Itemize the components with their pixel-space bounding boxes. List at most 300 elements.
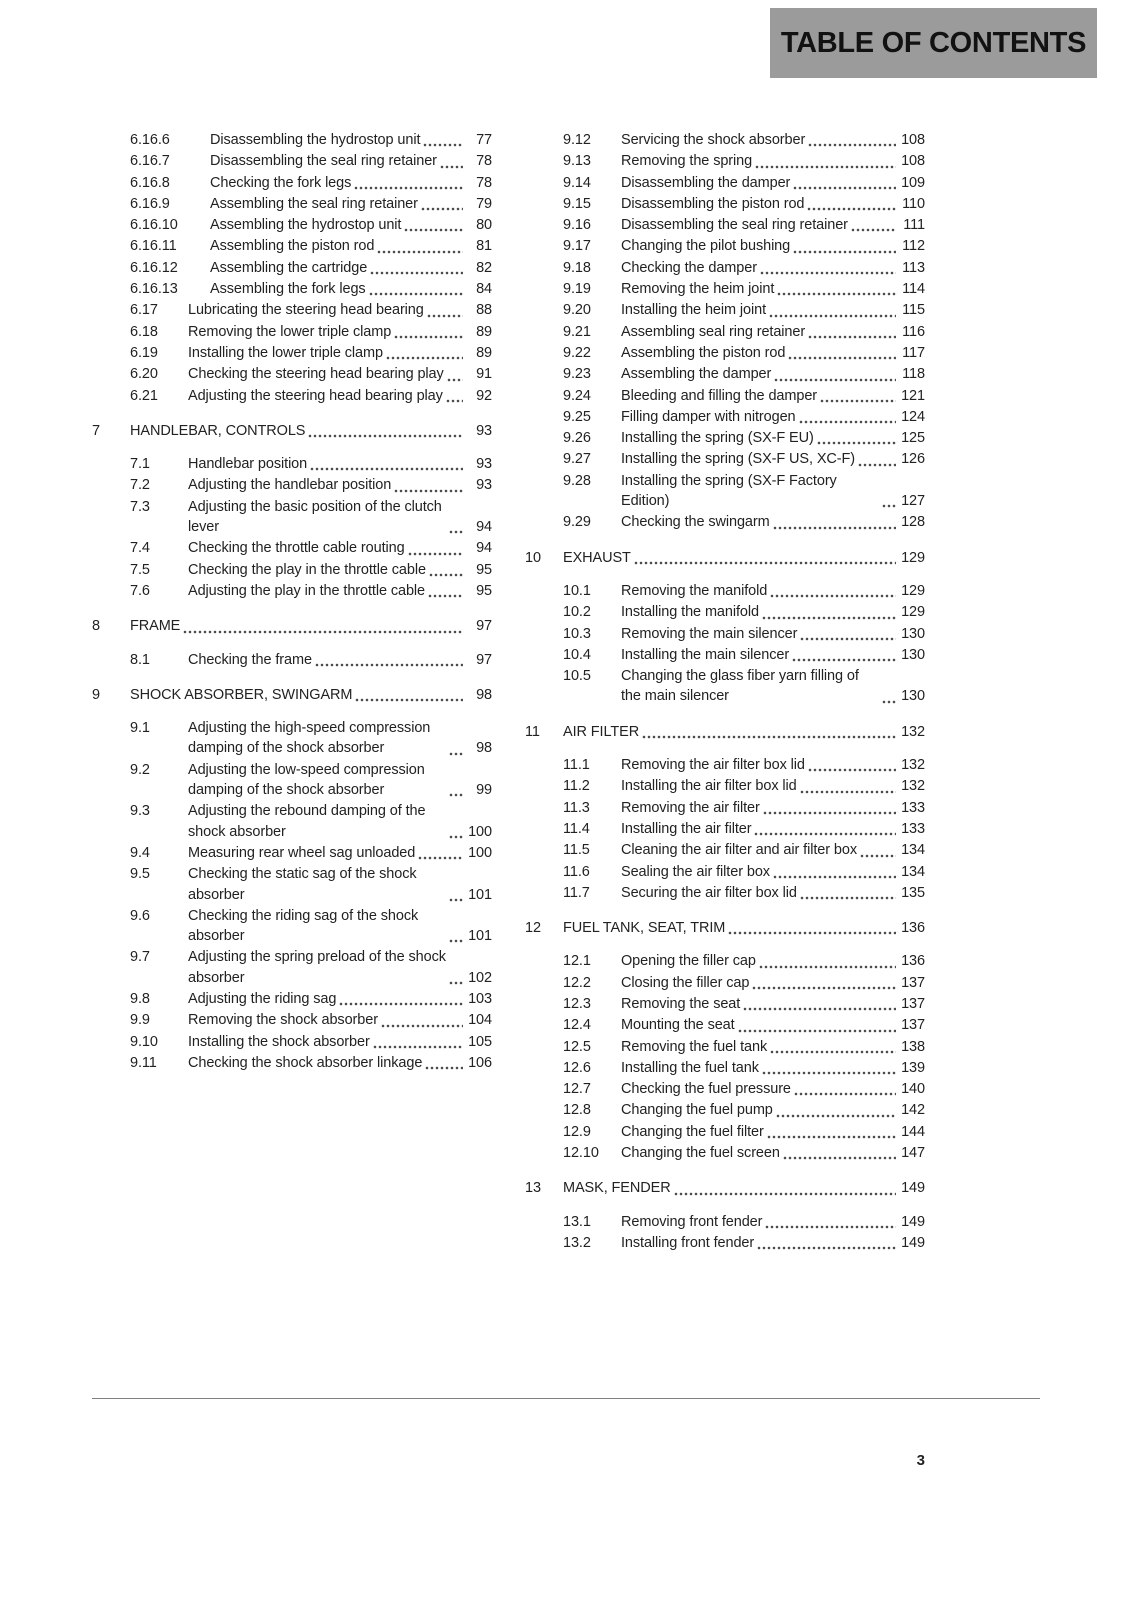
toc-entry-number: 9.4 [130, 844, 150, 861]
toc-row [525, 776, 925, 796]
toc-row [525, 258, 925, 278]
toc-entry-title: Adjusting the spring preload of the shock absorber [188, 949, 446, 986]
toc-entry-page: 132 [901, 723, 925, 740]
toc-row [525, 1233, 925, 1253]
toc-entry-page: 136 [901, 953, 925, 970]
toc-entry-title: SHOCK ABSORBER, SWINGARM [130, 686, 353, 703]
toc-entry-number: 9.13 [563, 153, 591, 170]
toc-row [92, 279, 492, 299]
dot-leader [377, 250, 463, 254]
toc-entry-title: Installing the lower triple clamp [188, 344, 383, 361]
dot-leader [449, 898, 463, 902]
dot-leader [743, 1007, 896, 1011]
toc-entry-number: 9.8 [130, 990, 150, 1007]
toc-entry-number: 9.27 [563, 451, 591, 468]
toc-row [525, 951, 925, 971]
toc-row [525, 194, 925, 214]
dot-leader [770, 1050, 896, 1054]
toc-row [92, 906, 492, 947]
toc-row [92, 343, 492, 363]
toc-entry-number: 9.28 [563, 472, 591, 489]
dot-leader [765, 1225, 896, 1229]
toc-entry-page: 137 [901, 1017, 925, 1034]
toc-entry-number: 8.1 [130, 651, 150, 668]
toc-entry-number: 6.18 [130, 323, 158, 340]
toc-row [525, 386, 925, 406]
toc-row [525, 300, 925, 320]
toc-row [92, 801, 492, 842]
dot-leader [369, 292, 463, 296]
toc-entry-page: 99 [476, 782, 492, 799]
toc-entry-title: Installing the spring (SX-F EU) [621, 430, 814, 447]
toc-entry-page: 112 [902, 238, 925, 255]
toc-entry-title: Changing the pilot bushing [621, 238, 791, 255]
dot-leader [373, 1045, 463, 1049]
toc-entry-page: 110 [902, 195, 925, 212]
toc-entry-title: Cleaning the air filter and air filter box [621, 842, 857, 859]
toc-entry-number: 12.9 [563, 1123, 591, 1140]
toc-entry-title: Adjusting the rebound damping of the shock absorber [188, 803, 426, 840]
toc-entry-page: 118 [902, 366, 925, 383]
dot-leader [642, 735, 896, 739]
toc-entry-number: 9.26 [563, 430, 591, 447]
dot-leader [763, 811, 896, 815]
toc-entry-number: 6.16.7 [130, 153, 170, 170]
toc-entry-number: 11.5 [563, 842, 590, 859]
dot-leader [429, 573, 463, 577]
toc-entry-title: Checking the fuel pressure [621, 1081, 791, 1098]
toc-entry-page: 134 [901, 863, 925, 880]
toc-row [525, 236, 925, 256]
toc-entry-number: 10.5 [563, 668, 591, 685]
toc-entry-page: 111 [903, 217, 925, 234]
toc-row [525, 1143, 925, 1163]
toc-entry-number: 8 [92, 618, 100, 635]
toc-entry-number: 12.5 [563, 1038, 591, 1055]
toc-row [525, 840, 925, 860]
toc-entry-number: 12.4 [563, 1017, 591, 1034]
toc-row [92, 215, 492, 235]
toc-entry-page: 98 [476, 740, 492, 757]
dot-leader [858, 463, 896, 467]
toc-entry-title: Assembling the cartridge [210, 259, 368, 276]
toc-entry-page: 144 [901, 1123, 925, 1140]
toc-entry-title: Checking the frame [188, 651, 312, 668]
dot-leader [808, 768, 896, 772]
toc-row [92, 616, 492, 636]
toc-row [92, 497, 492, 538]
toc-entry-title: Checking the steering head bearing play [188, 366, 444, 383]
dot-leader [770, 594, 896, 598]
toc-entry-number: 9.29 [563, 514, 591, 531]
toc-entry-page: 95 [476, 561, 492, 578]
toc-row [92, 421, 492, 441]
toc-entry-number: 12.6 [563, 1059, 591, 1076]
toc-entry-page: 130 [901, 646, 925, 663]
toc-row [525, 279, 925, 299]
toc-entry-title: Assembling the seal ring retainer [210, 195, 418, 212]
toc-entry-page: 80 [476, 217, 492, 234]
toc-entry-page: 79 [476, 195, 492, 212]
dot-leader [449, 939, 463, 943]
dot-leader [449, 981, 463, 985]
toc-column-right [525, 130, 925, 1254]
toc-entry-page: 89 [476, 344, 492, 361]
dot-leader [774, 378, 896, 382]
dot-leader [817, 441, 896, 445]
toc-row [525, 471, 925, 512]
toc-entry-page: 81 [476, 238, 492, 255]
toc-entry-number: 11.1 [563, 757, 590, 774]
dot-leader [757, 1246, 896, 1250]
toc-row [525, 819, 925, 839]
toc-row [525, 722, 925, 742]
toc-entry-number: 9.14 [563, 174, 591, 191]
toc-entry-title: Adjusting the high-speed compression damping of the shock absorber [188, 720, 431, 757]
toc-entry-number: 6.16.6 [130, 132, 170, 148]
toc-row [92, 560, 492, 580]
toc-entry-page: 93 [476, 422, 492, 439]
toc-entry-number: 9.1 [130, 720, 150, 737]
toc-row [92, 843, 492, 863]
toc-row [525, 581, 925, 601]
toc-row [92, 947, 492, 988]
toc-entry-page: 97 [476, 651, 492, 668]
toc-entry-title: Disassembling the seal ring retainer [210, 153, 437, 170]
toc-row [525, 173, 925, 193]
toc-entry-page: 109 [901, 174, 925, 191]
dot-leader [315, 663, 463, 667]
dot-leader [776, 1114, 896, 1118]
toc-row [92, 718, 492, 759]
toc-row [92, 538, 492, 558]
toc-entry-page: 140 [901, 1081, 925, 1098]
toc-entry-number: 12.8 [563, 1102, 591, 1119]
toc-entry-title: Servicing the shock absorber [621, 132, 806, 148]
dot-leader [381, 1024, 463, 1028]
toc-row [92, 386, 492, 406]
toc-entry-number: 7.2 [130, 477, 150, 494]
toc-entry-number: 13.1 [563, 1213, 591, 1230]
toc-row [525, 151, 925, 171]
toc-row [92, 300, 492, 320]
toc-row [525, 1037, 925, 1057]
dot-leader [308, 434, 463, 438]
toc-row [92, 989, 492, 1009]
toc-row [92, 1053, 492, 1073]
dot-leader [449, 835, 463, 839]
toc-entry-title: Installing the heim joint [621, 302, 766, 319]
dot-leader [851, 228, 896, 232]
toc-entry-page: 127 [901, 493, 925, 510]
dot-leader [793, 250, 896, 254]
toc-entry-title: Checking the fork legs [210, 174, 352, 191]
toc-entry-page: 138 [901, 1038, 925, 1055]
toc-entry-page: 121 [901, 387, 925, 404]
toc-entry-title: Installing the air filter [621, 820, 752, 837]
dot-leader [882, 504, 896, 508]
toc-entry-title: Installing the spring (SX-F Factory Edition) [621, 472, 837, 510]
toc-row [525, 130, 925, 150]
toc-row [525, 1058, 925, 1078]
toc-entry-page: 94 [476, 540, 492, 557]
dot-leader [447, 378, 463, 382]
toc-entry-page: 149 [901, 1180, 925, 1197]
toc-entry-number: 11.6 [563, 863, 590, 880]
toc-entry-number: 9.12 [563, 132, 591, 148]
toc-entry-page: 93 [476, 477, 492, 494]
toc-entry-title: FRAME [130, 618, 181, 635]
toc-entry-title: Removing the spring [621, 153, 753, 170]
toc-entry-number: 7.4 [130, 540, 150, 557]
toc-entry-page: 137 [901, 995, 925, 1012]
toc-row [92, 258, 492, 278]
toc-row [525, 1212, 925, 1232]
toc-row [525, 512, 925, 532]
toc-entry-number: 10.4 [563, 646, 591, 663]
toc-entry-page: 98 [476, 686, 492, 703]
toc-entry-title: Adjusting the riding sag [188, 990, 337, 1007]
dot-leader [760, 271, 896, 275]
dot-leader [860, 854, 896, 858]
toc-row [525, 624, 925, 644]
dot-leader [386, 356, 463, 360]
toc-row [525, 862, 925, 882]
footer-divider [92, 1398, 1040, 1399]
dot-leader [767, 1135, 896, 1139]
toc-entry-number: 9.17 [563, 238, 591, 255]
toc-entry-page: 139 [901, 1059, 925, 1076]
toc-entry-title: Adjusting the basic position of the clutch lever [188, 498, 442, 536]
toc-entry-number: 9.20 [563, 302, 591, 319]
dot-leader [427, 314, 463, 318]
dot-leader [752, 986, 896, 990]
toc-entry-page: 106 [468, 1054, 492, 1071]
toc-entry-page: 130 [901, 625, 925, 642]
dot-leader [449, 793, 463, 797]
dot-leader [793, 186, 896, 190]
toc-entry-title: Adjusting the steering head bearing play [188, 387, 443, 404]
toc-entry-number: 11.3 [563, 799, 590, 816]
toc-entry-number: 6.16.8 [130, 174, 170, 191]
toc-entry-page: 115 [902, 302, 925, 319]
toc-entry-title: EXHAUST [563, 549, 631, 566]
toc-entry-number: 10.1 [563, 582, 591, 599]
toc-row [525, 1100, 925, 1120]
toc-entry-title: Installing the air filter box lid [621, 778, 797, 795]
toc-entry-number: 12.10 [563, 1145, 599, 1162]
toc-entry-number: 9.5 [130, 866, 150, 883]
dot-leader [788, 356, 896, 360]
toc-row [525, 918, 925, 938]
dot-leader [183, 630, 463, 634]
toc-entry-title: Closing the filler cap [621, 974, 750, 991]
toc-entry-number: 6.16.13 [130, 281, 178, 298]
toc-entry-page: 101 [468, 886, 492, 903]
toc-row [92, 236, 492, 256]
toc-entry-page: 124 [901, 408, 925, 425]
toc-row [525, 407, 925, 427]
page-header [770, 8, 1097, 78]
toc-entry-page: 136 [901, 920, 925, 937]
toc-entry-page: 84 [476, 281, 492, 298]
toc-entry-title: Installing the manifold [621, 604, 759, 621]
toc-entry-title: Checking the shock absorber linkage [188, 1054, 423, 1071]
page-number: 3 [916, 1452, 925, 1469]
toc-entry-title: Checking the swingarm [621, 514, 770, 531]
toc-entry-page: 116 [902, 323, 925, 340]
toc-entry-title: Removing the air filter box lid [621, 757, 805, 774]
toc-entry-title: Filling damper with nitrogen [621, 408, 796, 425]
toc-entry-page: 82 [476, 259, 492, 276]
toc-entry-page: 125 [901, 430, 925, 447]
toc-entry-title: Lubricating the steering head bearing [188, 302, 424, 319]
toc-entry-page: 93 [476, 456, 492, 473]
toc-entry-page: 103 [468, 990, 492, 1007]
toc-entry-number: 9.23 [563, 366, 591, 383]
toc-entry-page: 100 [468, 823, 492, 840]
dot-leader [755, 165, 896, 169]
toc-row [92, 864, 492, 905]
toc-entry-number: 13 [525, 1180, 541, 1197]
dot-leader [446, 399, 463, 403]
dot-leader [421, 207, 463, 211]
toc-entry-number: 9.19 [563, 281, 591, 298]
toc-entry-page: 117 [902, 344, 925, 361]
toc-entry-page: 149 [901, 1213, 925, 1230]
toc-entry-page: 91 [476, 366, 492, 383]
toc-row [525, 428, 925, 448]
toc-row [92, 1032, 492, 1052]
toc-row [525, 883, 925, 903]
toc-entry-title: Removing the seat [621, 995, 741, 1012]
toc-entry-title: Changing the glass fiber yarn filling of the main silencer [621, 668, 859, 705]
dot-leader [355, 698, 463, 702]
toc-entry-page: 128 [901, 514, 925, 531]
dot-leader [738, 1029, 896, 1033]
toc-entry-title: Measuring rear wheel sag unloaded [188, 844, 416, 861]
toc-entry-number: 7 [92, 422, 100, 439]
dot-leader [428, 594, 463, 598]
toc-entry-page: 130 [901, 688, 925, 705]
toc-entry-title: Checking the riding sag of the shock absorber [188, 907, 419, 945]
toc-entry-title: Installing front fender [621, 1234, 755, 1251]
toc-row [525, 215, 925, 235]
toc-entry-page: 78 [476, 174, 492, 191]
toc-entry-page: 142 [901, 1102, 925, 1119]
toc-entry-number: 9.22 [563, 344, 591, 361]
dot-leader [449, 530, 463, 534]
toc-entry-page: 77 [476, 132, 492, 148]
toc-entry-number: 9.18 [563, 259, 591, 276]
page-footer [92, 1452, 925, 1469]
toc-entry-number: 7.5 [130, 561, 150, 578]
toc-entry-number: 12 [525, 920, 541, 937]
toc-entry-page: 129 [901, 604, 925, 621]
dot-leader [394, 335, 463, 339]
dot-leader [783, 1156, 896, 1160]
toc-entry-number: 6.16.12 [130, 259, 178, 276]
toc-entry-page: 108 [901, 153, 925, 170]
toc-entry-title: Adjusting the play in the throttle cable [188, 582, 426, 599]
toc-entry-title: Disassembling the piston rod [621, 195, 805, 212]
toc-entry-page: 94 [476, 519, 492, 536]
toc-entry-page: 137 [901, 974, 925, 991]
toc-entry-page: 126 [901, 451, 925, 468]
toc-entry-title: HANDLEBAR, CONTROLS [130, 422, 306, 439]
toc-entry-number: 9.25 [563, 408, 591, 425]
toc-entry-title: Assembling the piston rod [621, 344, 786, 361]
toc-entry-page: 133 [901, 799, 925, 816]
toc-row [92, 194, 492, 214]
dot-leader [777, 292, 896, 296]
toc-entry-number: 9.15 [563, 195, 591, 212]
dot-leader [882, 700, 896, 704]
toc-entry-number: 9.6 [130, 907, 150, 924]
toc-entry-number: 9.7 [130, 949, 150, 966]
toc-entry-page: 129 [901, 582, 925, 599]
dot-leader [800, 896, 896, 900]
toc-entry-page: 78 [476, 153, 492, 170]
toc-row [525, 343, 925, 363]
toc-entry-page: 135 [901, 884, 925, 901]
toc-entry-number: 6.21 [130, 387, 158, 404]
toc-entry-page: 132 [901, 778, 925, 795]
toc-entry-number: 6.16.10 [130, 217, 178, 234]
dot-leader [674, 1192, 896, 1196]
toc-entry-number: 6.17 [130, 302, 158, 319]
toc-entry-number: 12.3 [563, 995, 591, 1012]
toc-entry-number: 6.19 [130, 344, 158, 361]
toc-entry-title: Adjusting the handlebar position [188, 477, 392, 494]
table-of-contents [92, 130, 925, 1254]
toc-row [92, 173, 492, 193]
toc-entry-page: 114 [902, 281, 925, 298]
toc-row [525, 973, 925, 993]
toc-entry-number: 9.9 [130, 1012, 150, 1029]
toc-row [525, 1178, 925, 1198]
toc-entry-title: Removing the air filter [621, 799, 760, 816]
toc-entry-title: Installing the fuel tank [621, 1059, 759, 1076]
dot-leader [418, 856, 463, 860]
toc-row [525, 364, 925, 384]
toc-row [525, 755, 925, 775]
toc-entry-page: 129 [901, 549, 925, 566]
dot-leader [769, 314, 896, 318]
toc-entry-page: 95 [476, 582, 492, 599]
dot-leader [800, 637, 896, 641]
toc-entry-title: Changing the fuel pump [621, 1102, 773, 1119]
toc-entry-title: Bleeding and filling the damper [621, 387, 818, 404]
dot-leader [807, 207, 896, 211]
toc-entry-title: Handlebar position [188, 456, 308, 473]
dot-leader [762, 1071, 896, 1075]
toc-entry-title: Disassembling the seal ring retainer [621, 217, 848, 234]
toc-entry-title: Removing the fuel tank [621, 1038, 768, 1055]
toc-entry-page: 89 [476, 323, 492, 340]
dot-leader [370, 271, 463, 275]
toc-entry-number: 10.2 [563, 604, 591, 621]
dot-leader [310, 467, 463, 471]
toc-entry-page: 108 [901, 132, 925, 148]
toc-row [92, 760, 492, 801]
dot-leader [394, 489, 463, 493]
dot-leader [794, 1092, 896, 1096]
toc-entry-number: 9.3 [130, 803, 150, 820]
toc-entry-title: Assembling the piston rod [210, 238, 375, 255]
toc-entry-number: 6.20 [130, 366, 158, 383]
toc-row [92, 1010, 492, 1030]
